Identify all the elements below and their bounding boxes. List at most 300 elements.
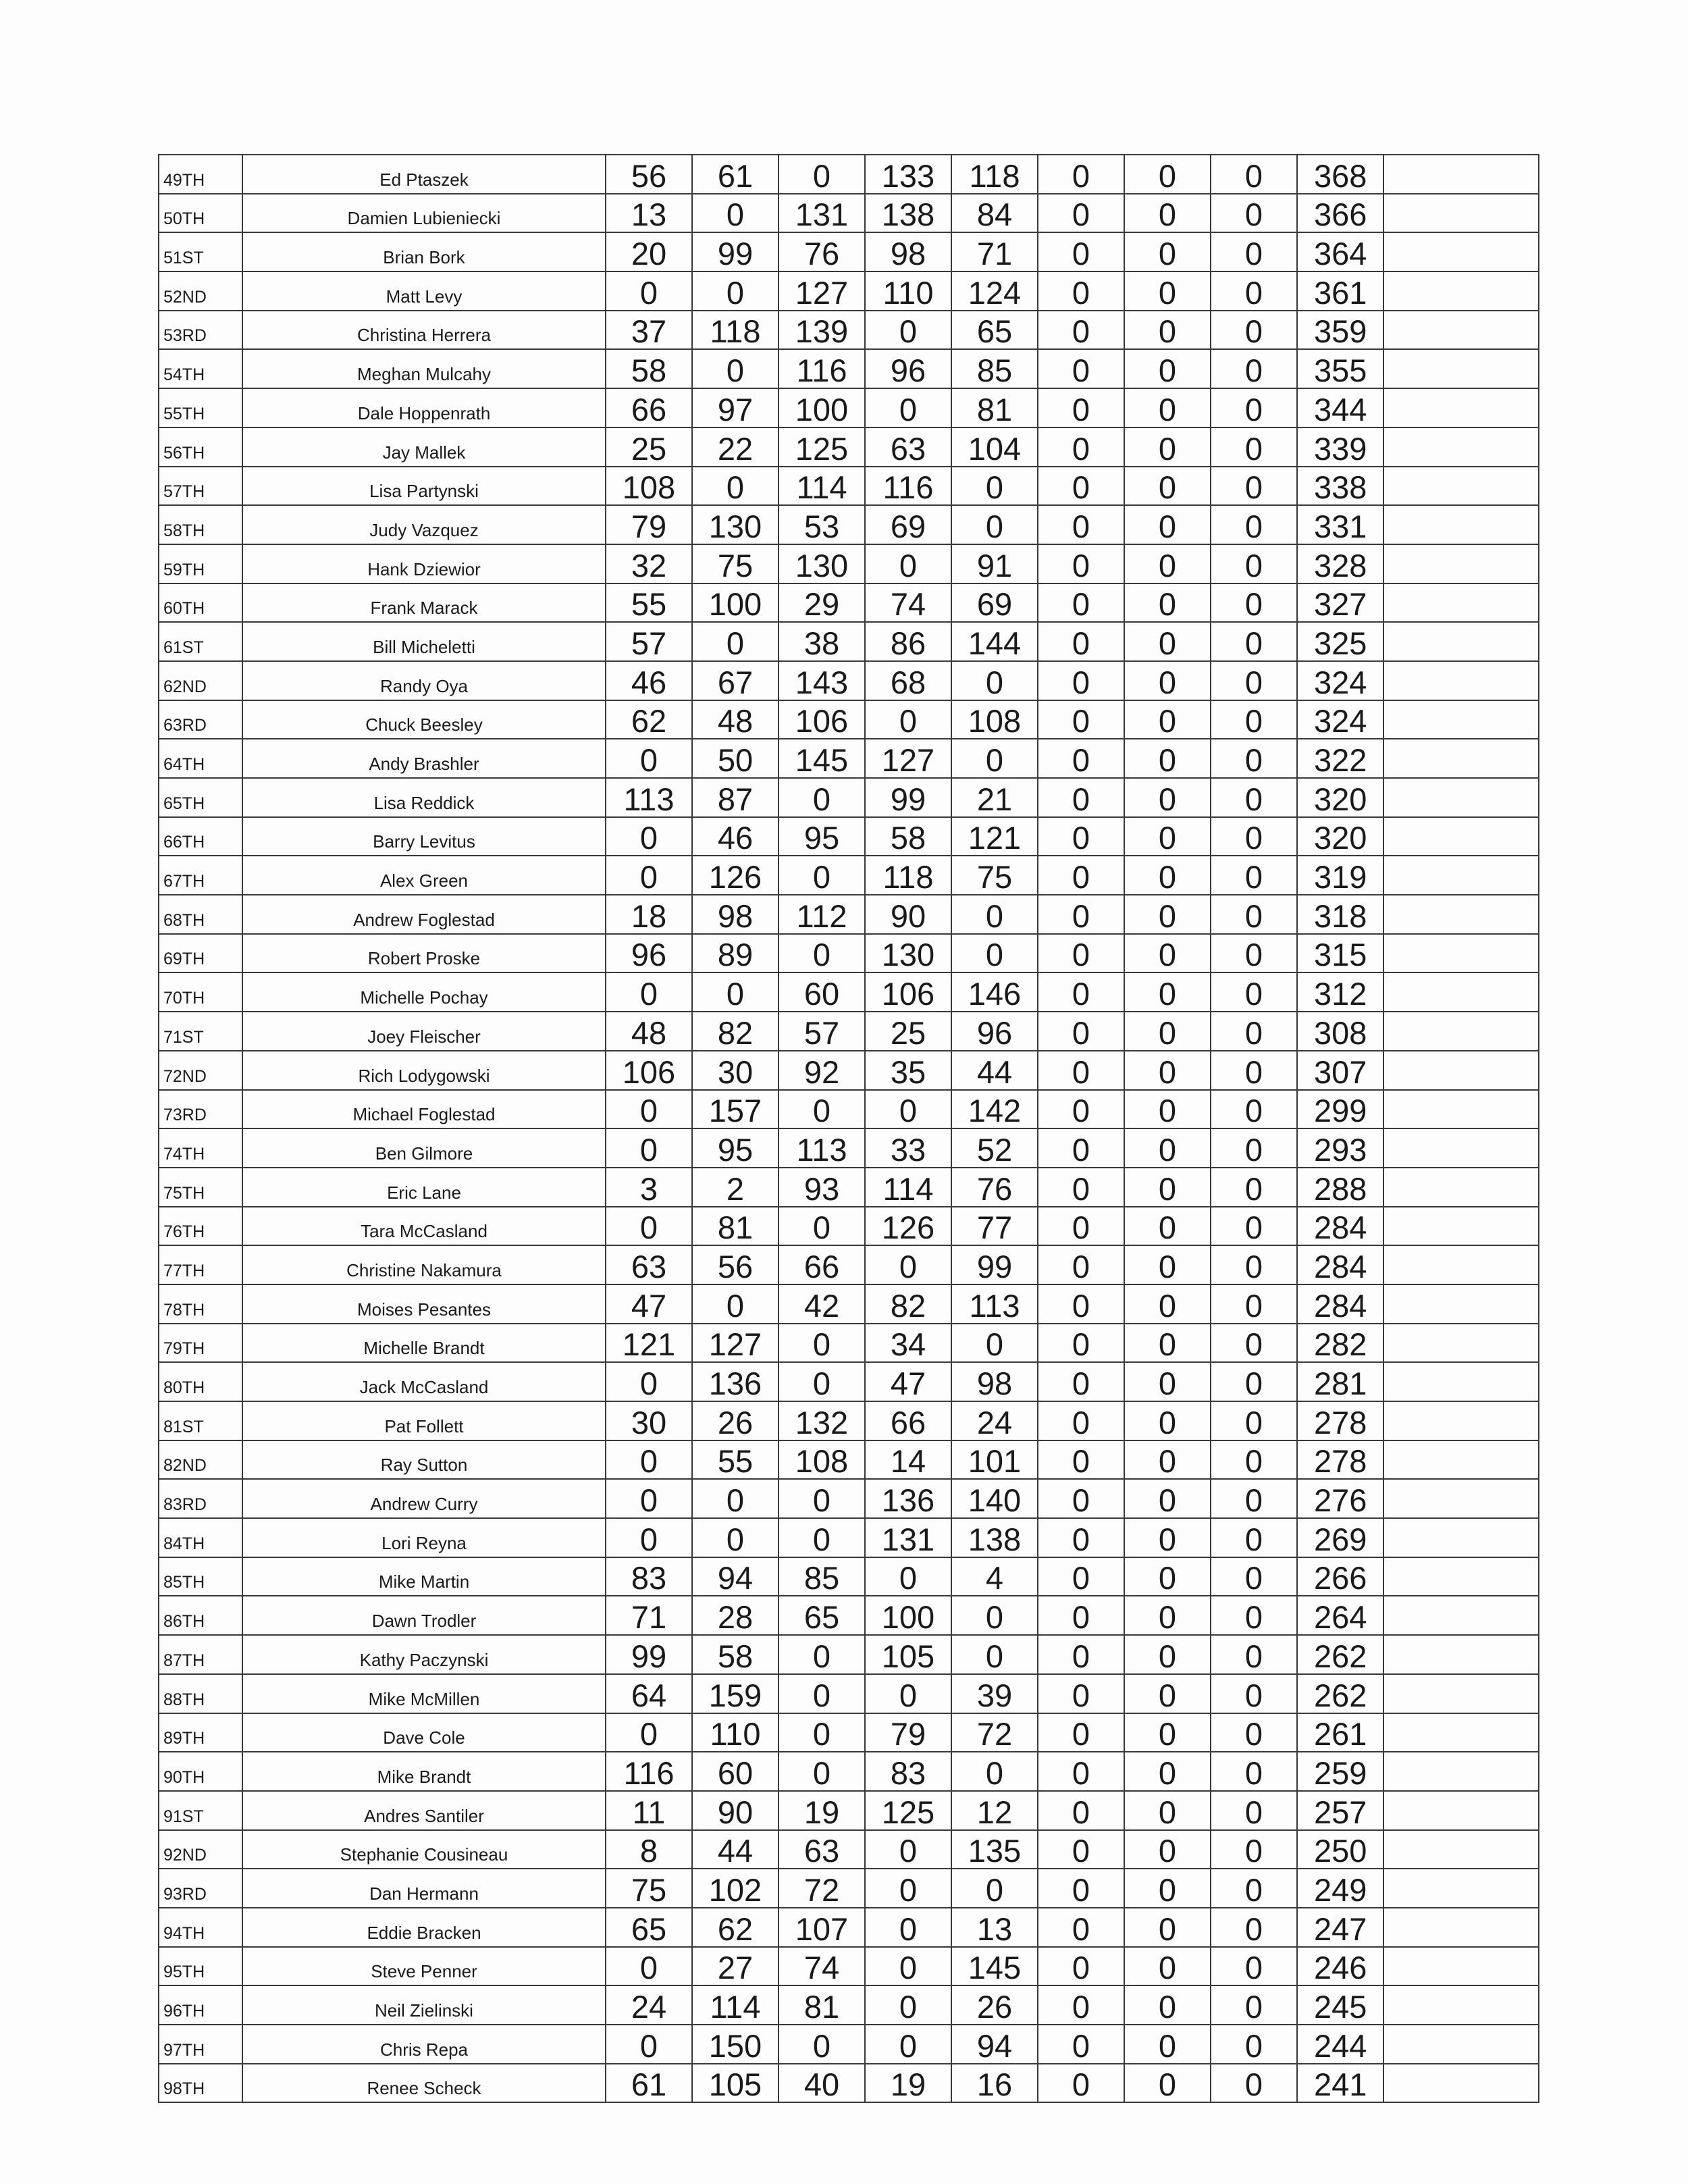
score-cell: 0	[1211, 661, 1297, 700]
score-cell: 0	[1211, 349, 1297, 388]
total-cell: 261	[1297, 1713, 1383, 1752]
name-cell: Ben Gilmore	[242, 1128, 606, 1168]
score-cell: 71	[606, 1596, 692, 1635]
name-cell: Jay Mallek	[242, 427, 606, 467]
score-cell: 83	[606, 1557, 692, 1596]
name-cell: Dan Hermann	[242, 1869, 606, 1908]
total-cell: 245	[1297, 1985, 1383, 2025]
empty-cell	[1383, 467, 1539, 506]
score-cell: 81	[692, 1207, 779, 1246]
score-cell: 0	[1038, 1635, 1124, 1674]
table-row	[159, 1284, 1539, 1324]
score-cell: 125	[779, 427, 865, 467]
total-cell: 282	[1297, 1324, 1383, 1363]
score-cell: 100	[692, 583, 779, 623]
score-cell: 0	[1211, 739, 1297, 778]
score-cell: 0	[606, 739, 692, 778]
score-cell: 95	[692, 1128, 779, 1168]
score-cell: 110	[692, 1713, 779, 1752]
score-cell: 24	[606, 1985, 692, 2025]
score-cell: 0	[1038, 1128, 1124, 1168]
table-row	[159, 1090, 1539, 1129]
score-cell: 0	[1211, 311, 1297, 350]
score-cell: 28	[692, 1596, 779, 1635]
score-cell: 0	[606, 271, 692, 311]
score-cell: 99	[692, 232, 779, 271]
score-cell: 55	[692, 1440, 779, 1480]
score-cell: 139	[779, 311, 865, 350]
score-cell: 0	[1038, 1207, 1124, 1246]
score-cell: 130	[692, 505, 779, 544]
empty-cell	[1383, 583, 1539, 623]
total-cell: 366	[1297, 194, 1383, 233]
score-cell: 0	[1211, 622, 1297, 661]
score-cell: 76	[779, 232, 865, 271]
place-cell: 68TH	[159, 895, 242, 934]
score-cell: 98	[692, 895, 779, 934]
empty-cell	[1383, 1207, 1539, 1246]
empty-cell	[1383, 895, 1539, 934]
total-cell: 308	[1297, 1012, 1383, 1051]
score-cell: 0	[779, 1674, 865, 1713]
score-cell: 127	[692, 1324, 779, 1363]
score-cell: 130	[865, 934, 951, 973]
score-cell: 0	[1038, 622, 1124, 661]
total-cell: 278	[1297, 1401, 1383, 1440]
score-cell: 0	[606, 1518, 692, 1557]
score-cell: 26	[692, 1401, 779, 1440]
empty-cell	[1383, 2064, 1539, 2103]
name-cell: Mike Brandt	[242, 1752, 606, 1791]
score-cell: 48	[606, 1012, 692, 1051]
table-row	[159, 349, 1539, 388]
score-cell: 47	[606, 1284, 692, 1324]
score-cell: 0	[1124, 1324, 1211, 1363]
score-cell: 0	[1211, 194, 1297, 233]
score-cell: 63	[865, 427, 951, 467]
score-cell: 0	[1038, 856, 1124, 895]
score-cell: 0	[1124, 427, 1211, 467]
score-cell: 0	[1038, 1557, 1124, 1596]
score-cell: 0	[1038, 467, 1124, 506]
score-cell: 30	[692, 1051, 779, 1090]
empty-cell	[1383, 1713, 1539, 1752]
score-cell: 0	[1124, 1245, 1211, 1284]
score-cell: 157	[692, 1090, 779, 1129]
total-cell: 288	[1297, 1168, 1383, 1207]
score-cell: 110	[865, 271, 951, 311]
table-row	[159, 271, 1539, 311]
name-cell: Meghan Mulcahy	[242, 349, 606, 388]
score-cell: 0	[1038, 972, 1124, 1012]
score-cell: 0	[865, 1908, 951, 1947]
score-cell: 145	[951, 1947, 1038, 1986]
score-cell: 0	[1211, 817, 1297, 856]
place-cell: 93RD	[159, 1869, 242, 1908]
score-cell: 13	[606, 194, 692, 233]
score-cell: 90	[865, 895, 951, 934]
score-cell: 132	[779, 1401, 865, 1440]
name-cell: Damien Lubieniecki	[242, 194, 606, 233]
table-row	[159, 1012, 1539, 1051]
score-cell: 146	[951, 972, 1038, 1012]
score-cell: 0	[1211, 1985, 1297, 2025]
table-row	[159, 778, 1539, 817]
table-row	[159, 1674, 1539, 1713]
score-cell: 0	[1124, 388, 1211, 427]
score-cell: 112	[779, 895, 865, 934]
score-cell: 0	[1124, 467, 1211, 506]
name-cell: Stephanie Cousineau	[242, 1830, 606, 1869]
score-cell: 83	[865, 1752, 951, 1791]
score-cell: 0	[1124, 1791, 1211, 1830]
score-cell: 98	[951, 1362, 1038, 1401]
score-cell: 0	[865, 388, 951, 427]
score-cell: 0	[951, 895, 1038, 934]
score-cell: 0	[1124, 1051, 1211, 1090]
score-cell: 0	[1124, 271, 1211, 311]
total-cell: 278	[1297, 1440, 1383, 1480]
score-cell: 130	[779, 544, 865, 583]
name-cell: Pat Follett	[242, 1401, 606, 1440]
total-cell: 355	[1297, 349, 1383, 388]
place-cell: 87TH	[159, 1635, 242, 1674]
score-cell: 0	[865, 1869, 951, 1908]
table-row	[159, 1985, 1539, 2025]
place-cell: 52ND	[159, 271, 242, 311]
empty-cell	[1383, 1090, 1539, 1129]
score-cell: 0	[865, 311, 951, 350]
total-cell: 320	[1297, 817, 1383, 856]
score-cell: 74	[779, 1947, 865, 1986]
name-cell: Lisa Partynski	[242, 467, 606, 506]
total-cell: 241	[1297, 2064, 1383, 2103]
score-cell: 0	[1038, 1830, 1124, 1869]
score-cell: 0	[1211, 467, 1297, 506]
score-cell: 0	[865, 1674, 951, 1713]
score-cell: 0	[1124, 1128, 1211, 1168]
table-row	[159, 1557, 1539, 1596]
score-cell: 101	[951, 1440, 1038, 1480]
name-cell: Steve Penner	[242, 1947, 606, 1986]
total-cell: 344	[1297, 388, 1383, 427]
score-cell: 113	[779, 1128, 865, 1168]
place-cell: 63RD	[159, 700, 242, 739]
place-cell: 92ND	[159, 1830, 242, 1869]
score-cell: 105	[692, 2064, 779, 2103]
score-cell: 0	[1211, 2025, 1297, 2064]
total-cell: 266	[1297, 1557, 1383, 1596]
table-row	[159, 1245, 1539, 1284]
score-cell: 34	[865, 1324, 951, 1363]
score-cell: 18	[606, 895, 692, 934]
empty-cell	[1383, 1947, 1539, 1986]
total-cell: 299	[1297, 1090, 1383, 1129]
score-cell: 65	[606, 1908, 692, 1947]
score-cell: 131	[779, 194, 865, 233]
score-cell: 0	[1124, 1557, 1211, 1596]
score-cell: 97	[692, 388, 779, 427]
score-cell: 65	[951, 311, 1038, 350]
score-cell: 0	[1124, 1518, 1211, 1557]
score-cell: 82	[865, 1284, 951, 1324]
place-cell: 51ST	[159, 232, 242, 271]
score-cell: 60	[692, 1752, 779, 1791]
table-row	[159, 583, 1539, 623]
empty-cell	[1383, 2025, 1539, 2064]
score-cell: 91	[951, 544, 1038, 583]
score-cell: 116	[779, 349, 865, 388]
place-cell: 80TH	[159, 1362, 242, 1401]
score-cell: 57	[779, 1012, 865, 1051]
standings-table	[158, 154, 1539, 2103]
score-cell: 0	[1038, 895, 1124, 934]
empty-cell	[1383, 1362, 1539, 1401]
score-cell: 0	[1124, 505, 1211, 544]
score-cell: 0	[606, 972, 692, 1012]
total-cell: 276	[1297, 1479, 1383, 1518]
place-cell: 67TH	[159, 856, 242, 895]
total-cell: 325	[1297, 622, 1383, 661]
score-cell: 93	[779, 1168, 865, 1207]
score-cell: 85	[779, 1557, 865, 1596]
score-cell: 0	[1211, 856, 1297, 895]
score-cell: 0	[779, 1207, 865, 1246]
score-cell: 20	[606, 232, 692, 271]
name-cell: Judy Vazquez	[242, 505, 606, 544]
empty-cell	[1383, 1168, 1539, 1207]
score-cell: 61	[692, 155, 779, 194]
empty-cell	[1383, 1869, 1539, 1908]
score-cell: 108	[779, 1440, 865, 1480]
empty-cell	[1383, 1635, 1539, 1674]
score-cell: 44	[951, 1051, 1038, 1090]
name-cell: Frank Marack	[242, 583, 606, 623]
score-cell: 0	[951, 505, 1038, 544]
score-cell: 13	[951, 1908, 1038, 1947]
score-cell: 0	[692, 1479, 779, 1518]
score-cell: 56	[692, 1245, 779, 1284]
score-cell: 0	[1124, 2025, 1211, 2064]
score-cell: 108	[606, 467, 692, 506]
total-cell: 249	[1297, 1869, 1383, 1908]
score-cell: 79	[865, 1713, 951, 1752]
score-cell: 0	[951, 467, 1038, 506]
score-cell: 3	[606, 1168, 692, 1207]
score-cell: 27	[692, 1947, 779, 1986]
score-cell: 0	[1124, 1012, 1211, 1051]
score-cell: 0	[1124, 1947, 1211, 1986]
score-cell: 114	[779, 467, 865, 506]
score-cell: 69	[951, 583, 1038, 623]
name-cell: Chris Repa	[242, 2025, 606, 2064]
place-cell: 65TH	[159, 778, 242, 817]
table-row	[159, 1168, 1539, 1207]
empty-cell	[1383, 271, 1539, 311]
score-cell: 0	[1211, 1284, 1297, 1324]
place-cell: 94TH	[159, 1908, 242, 1947]
score-cell: 0	[606, 856, 692, 895]
score-cell: 52	[951, 1128, 1038, 1168]
score-cell: 0	[1211, 1830, 1297, 1869]
score-cell: 0	[1211, 1674, 1297, 1713]
name-cell: Hank Dziewior	[242, 544, 606, 583]
score-cell: 0	[1038, 1168, 1124, 1207]
place-cell: 88TH	[159, 1674, 242, 1713]
score-cell: 0	[1124, 1362, 1211, 1401]
place-cell: 91ST	[159, 1791, 242, 1830]
score-cell: 0	[692, 349, 779, 388]
table-row	[159, 1362, 1539, 1401]
score-cell: 0	[1211, 1401, 1297, 1440]
score-cell: 0	[1211, 972, 1297, 1012]
place-cell: 53RD	[159, 311, 242, 350]
score-cell: 0	[1211, 1324, 1297, 1363]
score-cell: 35	[865, 1051, 951, 1090]
score-cell: 0	[1038, 1752, 1124, 1791]
empty-cell	[1383, 972, 1539, 1012]
total-cell: 264	[1297, 1596, 1383, 1635]
score-cell: 118	[692, 311, 779, 350]
table-row	[159, 427, 1539, 467]
empty-cell	[1383, 1791, 1539, 1830]
place-cell: 73RD	[159, 1090, 242, 1129]
score-cell: 114	[865, 1168, 951, 1207]
total-cell: 328	[1297, 544, 1383, 583]
score-cell: 72	[951, 1713, 1038, 1752]
total-cell: 250	[1297, 1830, 1383, 1869]
empty-cell	[1383, 388, 1539, 427]
score-cell: 0	[1211, 1596, 1297, 1635]
place-cell: 55TH	[159, 388, 242, 427]
score-cell: 57	[606, 622, 692, 661]
place-cell: 60TH	[159, 583, 242, 623]
score-cell: 106	[779, 700, 865, 739]
score-cell: 40	[779, 2064, 865, 2103]
empty-cell	[1383, 1440, 1539, 1480]
score-cell: 0	[865, 1090, 951, 1129]
name-cell: Rich Lodygowski	[242, 1051, 606, 1090]
place-cell: 97TH	[159, 2025, 242, 2064]
empty-cell	[1383, 505, 1539, 544]
score-cell: 0	[1124, 622, 1211, 661]
score-cell: 142	[951, 1090, 1038, 1129]
table-row	[159, 1051, 1539, 1090]
score-cell: 0	[1038, 817, 1124, 856]
score-cell: 0	[1211, 1869, 1297, 1908]
name-cell: Eric Lane	[242, 1168, 606, 1207]
score-cell: 29	[779, 583, 865, 623]
score-cell: 108	[951, 700, 1038, 739]
score-cell: 0	[606, 1128, 692, 1168]
score-cell: 116	[606, 1752, 692, 1791]
score-cell: 58	[606, 349, 692, 388]
score-cell: 0	[1211, 1479, 1297, 1518]
score-cell: 0	[779, 1713, 865, 1752]
score-cell: 106	[865, 972, 951, 1012]
name-cell: Renee Scheck	[242, 2064, 606, 2103]
score-cell: 0	[606, 1947, 692, 1986]
score-cell: 0	[1124, 1207, 1211, 1246]
score-cell: 53	[779, 505, 865, 544]
score-cell: 136	[692, 1362, 779, 1401]
table-row	[159, 972, 1539, 1012]
score-cell: 25	[865, 1012, 951, 1051]
total-cell: 338	[1297, 467, 1383, 506]
score-cell: 0	[1124, 895, 1211, 934]
score-cell: 61	[606, 2064, 692, 2103]
empty-cell	[1383, 1830, 1539, 1869]
score-cell: 0	[1211, 1168, 1297, 1207]
score-cell: 121	[606, 1324, 692, 1363]
empty-cell	[1383, 349, 1539, 388]
place-cell: 77TH	[159, 1245, 242, 1284]
score-cell: 0	[1211, 1635, 1297, 1674]
score-cell: 100	[865, 1596, 951, 1635]
score-cell: 24	[951, 1401, 1038, 1440]
score-cell: 11	[606, 1791, 692, 1830]
score-cell: 63	[606, 1245, 692, 1284]
name-cell: Andrew Curry	[242, 1479, 606, 1518]
score-cell: 0	[865, 1830, 951, 1869]
name-cell: Matt Levy	[242, 271, 606, 311]
score-cell: 46	[692, 817, 779, 856]
name-cell: Dale Hoppenrath	[242, 388, 606, 427]
score-cell: 0	[1124, 700, 1211, 739]
table-row	[159, 1401, 1539, 1440]
score-cell: 0	[1211, 427, 1297, 467]
place-cell: 75TH	[159, 1168, 242, 1207]
score-cell: 0	[865, 1245, 951, 1284]
score-cell: 131	[865, 1518, 951, 1557]
score-cell: 143	[779, 661, 865, 700]
score-cell: 113	[951, 1284, 1038, 1324]
name-cell: Bill Micheletti	[242, 622, 606, 661]
place-cell: 57TH	[159, 467, 242, 506]
score-cell: 0	[692, 467, 779, 506]
total-cell: 320	[1297, 778, 1383, 817]
table-row	[159, 1869, 1539, 1908]
score-cell: 0	[779, 1752, 865, 1791]
score-cell: 39	[951, 1674, 1038, 1713]
score-cell: 0	[951, 934, 1038, 973]
total-cell: 246	[1297, 1947, 1383, 1986]
place-cell: 74TH	[159, 1128, 242, 1168]
score-cell: 0	[1124, 972, 1211, 1012]
name-cell: Lisa Reddick	[242, 778, 606, 817]
score-cell: 0	[1038, 1051, 1124, 1090]
empty-cell	[1383, 1479, 1539, 1518]
score-cell: 62	[692, 1908, 779, 1947]
score-cell: 0	[1211, 1090, 1297, 1129]
score-cell: 0	[1038, 934, 1124, 973]
empty-cell	[1383, 1752, 1539, 1791]
total-cell: 307	[1297, 1051, 1383, 1090]
score-cell: 0	[1211, 2064, 1297, 2103]
table-row	[159, 856, 1539, 895]
score-cell: 0	[1038, 505, 1124, 544]
score-cell: 4	[951, 1557, 1038, 1596]
score-cell: 100	[779, 388, 865, 427]
total-cell: 322	[1297, 739, 1383, 778]
score-cell: 0	[1211, 1791, 1297, 1830]
score-cell: 133	[865, 155, 951, 194]
score-cell: 0	[1124, 194, 1211, 233]
score-cell: 0	[779, 1479, 865, 1518]
empty-cell	[1383, 544, 1539, 583]
score-cell: 96	[951, 1012, 1038, 1051]
table-row	[159, 1440, 1539, 1480]
